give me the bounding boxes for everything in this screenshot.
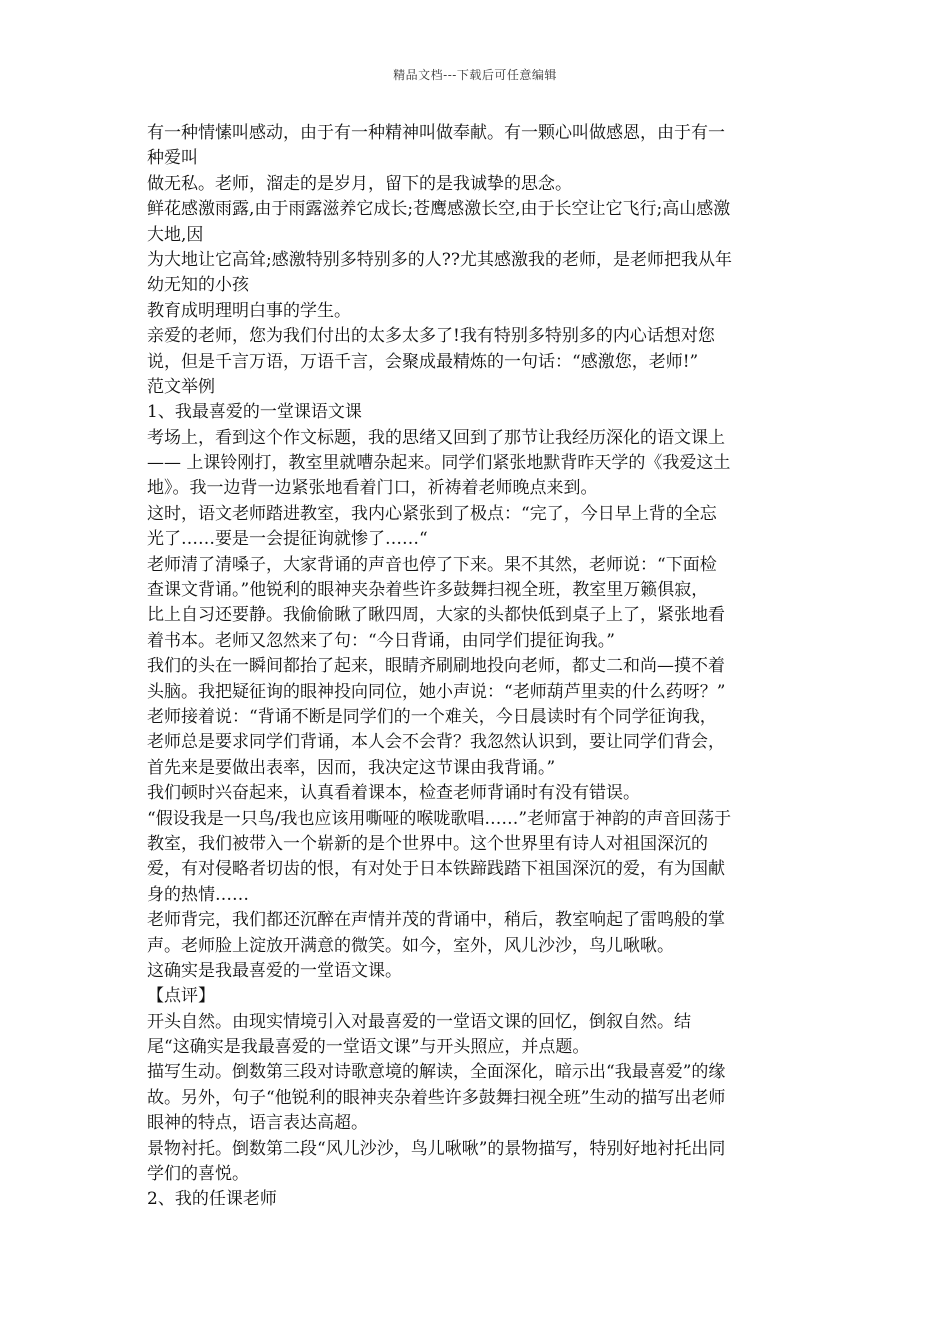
- text-line: 首先来是要做出表率，因而，我决定这节课由我背诵。”: [147, 757, 556, 778]
- text-line: 尾“这确实是我最喜爱的一堂语文课”与开头照应，并点题。: [147, 1037, 590, 1058]
- document-body: [147, 121, 807, 1213]
- text-line: 【点评】: [147, 986, 215, 1007]
- text-line: 这确实是我最喜爱的一堂语文课。: [147, 960, 402, 981]
- text-line: 有一种情愫叫感动，由于有一种精神叫做奉献。有一颗心叫做感恩，由于有一: [147, 123, 725, 143]
- text-line: 爱，有对侵略者切齿的恨，有对处于日本铁蹄践踏下祖国深沉的爱，有为国献: [147, 859, 725, 880]
- text-line: 幼无知的小孩: [147, 275, 249, 296]
- text-line: 着书本。老师又忽然来了句：“今日背诵，由同学们提征询我。”: [147, 630, 615, 651]
- text-line: 老师总是要求同学们背诵，本人会不会背？我忽然认识到，要让同学们背会，: [147, 732, 725, 753]
- text-line: 1、我最喜爱的一堂课语文课: [147, 402, 362, 423]
- text-line: 故。另外，句子“他锐利的眼神夹杂着些许多鼓舞扫视全班”生动的描写出老师: [147, 1087, 726, 1108]
- text-line: 学们的喜悦。: [147, 1164, 249, 1185]
- text-line: 做无私。老师，溜走的是岁月，留下的是我诚挚的思念。: [147, 173, 572, 194]
- text-line: 2、我的任课老师: [147, 1189, 277, 1210]
- text-line: 说，但是千言万语，万语千言，会聚成最精炼的一句话：“感激您，老师!”: [147, 351, 699, 372]
- text-line: 老师背完，我们都还沉醉在声情并茂的背诵中，稍后，教室响起了雷鸣般的掌: [147, 910, 725, 931]
- text-line: “假设我是一只鸟/我也应该用嘶哑的喉咙歌唱……”老师富于神韵的声音回荡于: [147, 808, 732, 829]
- text-line: 鲜花感激雨露,由于雨露滋养它成长;苍鹰感激长空,由于长空让它飞行;高山感激: [147, 199, 731, 220]
- text-line: 我们的头在一瞬间都抬了起来，眼睛齐刷刷地投向老师，都丈二和尚—摸不着: [147, 656, 725, 677]
- text-line: 亲爱的老师，您为我们付出的太多太多了!我有特别多特别多的内心话想对您: [147, 326, 715, 347]
- text-line: 种爱叫: [147, 148, 198, 169]
- text-line: 身的热情……: [147, 884, 249, 905]
- text-line: 老师接着说：“背诵不断是同学们的一个难关，今日晨读时有个同学征询我，: [147, 706, 717, 727]
- text-line: 考场上，看到这个作文标题，我的思绪又回到了那节让我经历深化的语文课上: [147, 427, 725, 448]
- text-line: 教育成明理明白事的学生。: [147, 300, 351, 321]
- text-line: 开头自然。由现实情境引入对最喜爱的一堂语文课的回忆，倒叙自然。结: [147, 1011, 691, 1032]
- text-line: 这时，语文老师踏进教室，我内心紧张到了极点：“完了，今日早上背的全忘: [147, 503, 717, 524]
- text-line: 范文举例: [147, 376, 215, 397]
- text-line: 声。老师脸上淀放开满意的微笑。如今，室外，风儿沙沙，鸟儿啾啾。: [147, 935, 674, 956]
- text-line: —— 上课铃刚打，教室里就嘈杂起来。同学们紧张地默背昨天学的《我爱这土: [147, 453, 731, 474]
- text-line: 老师清了清嗓子，大家背诵的声音也停了下来。果不其然，老师说：“下面检: [147, 554, 717, 575]
- page-header: 精品文档---下载后可任意编辑: [393, 68, 557, 82]
- text-line: 查课文背诵。”他锐利的眼神夹杂着些许多鼓舞扫视全班，教室里万籁俱寂，: [147, 580, 709, 601]
- text-line: 景物衬托。倒数第二段“风儿沙沙，鸟儿啾啾”的景物描写，特别好地衬托出同: [147, 1138, 726, 1159]
- text-line: 比上自习还要静。我偷偷瞅了瞅四周，大家的头都快低到桌子上了，紧张地看: [147, 605, 725, 626]
- text-line: 地》。我一边背一边紧张地看着门口，祈祷着老师晚点来到。: [147, 478, 598, 499]
- text-line: 描写生动。倒数第三段对诗歌意境的解读，全面深化，暗示出“我最喜爱”的缘: [147, 1062, 726, 1083]
- text-line: 光了……要是一会提征询就惨了……“: [147, 529, 428, 550]
- text-line: 为大地让它高耸;感激特别多特别多的人??尤其感激我的老师，是老师把我从年: [147, 249, 732, 270]
- text-line: 头脑。我把疑征询的眼神投向同位，她小声说：“老师葫芦里卖的什么药呀？”: [147, 681, 726, 702]
- text-line: 教室，我们被带入一个崭新的是个世界中。这个世界里有诗人对祖国深沉的: [147, 833, 708, 854]
- text-line: 眼神的特点，语言表达高超。: [147, 1113, 368, 1134]
- text-line: 我们顿时兴奋起来，认真看着课本，检查老师背诵时有没有错误。: [147, 783, 640, 804]
- text-line: 大地,因: [147, 224, 204, 245]
